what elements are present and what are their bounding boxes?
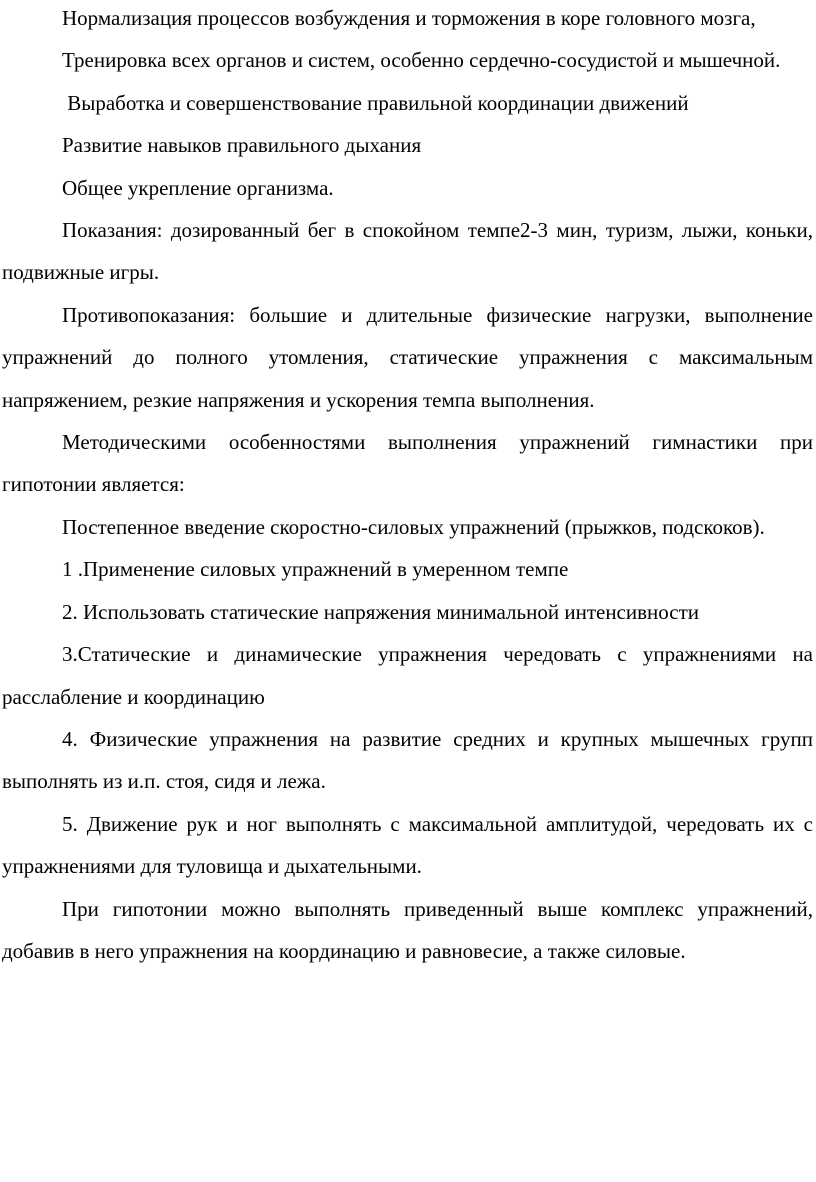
paragraph-coordination: Выработка и совершенствование правильной координации движений [62, 90, 689, 115]
paragraph-conclusion: При гипотонии можно выполнять приведенный выше комплекс упражнений, добавив в него упражнения на координацию и равновесие, а также силовые. [2, 896, 813, 963]
paragraph-contraindications: Противопоказания: большие и длительные физические нагрузки, выполнение упражнений до полного утомления, статические упражнения с максимальным напряжением, резкие напряжения и ускорения темпа выполнения. [2, 302, 813, 412]
paragraph-indications: Показания: дозированный бег в спокойном темпе2-3 мин, туризм, лыжи, коньки, подвижные игры. [2, 218, 813, 285]
list-item-1: 1 .Применение силовых упражнений в умеренном темпе [62, 557, 569, 582]
paragraph-methodical-features: Методическими особенностями выполнения упражнений гимнастики при гипотонии является: [2, 430, 813, 497]
list-item-5: 5. Движение рук и ног выполнять с максимальной амплитудой, чередовать их с упражнениями для туловища и дыхательными. [2, 811, 813, 879]
paragraph-normalization: Нормализация процессов возбуждения и торможения в коре головного мозга, [62, 6, 756, 30]
paragraph-speed-strength: Постепенное введение скоростно-силовых упражнений (прыжков, подскоков). [62, 514, 765, 539]
paragraph-breathing: Развитие навыков правильного дыхания [62, 133, 422, 158]
paragraph-training: Тренировка всех органов и систем, особенно сердечно-сосудистой и мышечной. [62, 48, 781, 73]
list-item-4: 4. Физические упражнения на развитие средних и крупных мышечных групп выполнять из и.п. стоя, сидя и лежа. [2, 726, 813, 794]
list-item-2: 2. Использовать статические напряжения минимальной интенсивности [62, 599, 700, 624]
list-item-3: 3.Статические и динамические упражнения чередовать с упражнениями на расслабление и координацию [2, 642, 813, 709]
paragraph-strengthening: Общее укрепление организма. [62, 175, 334, 200]
